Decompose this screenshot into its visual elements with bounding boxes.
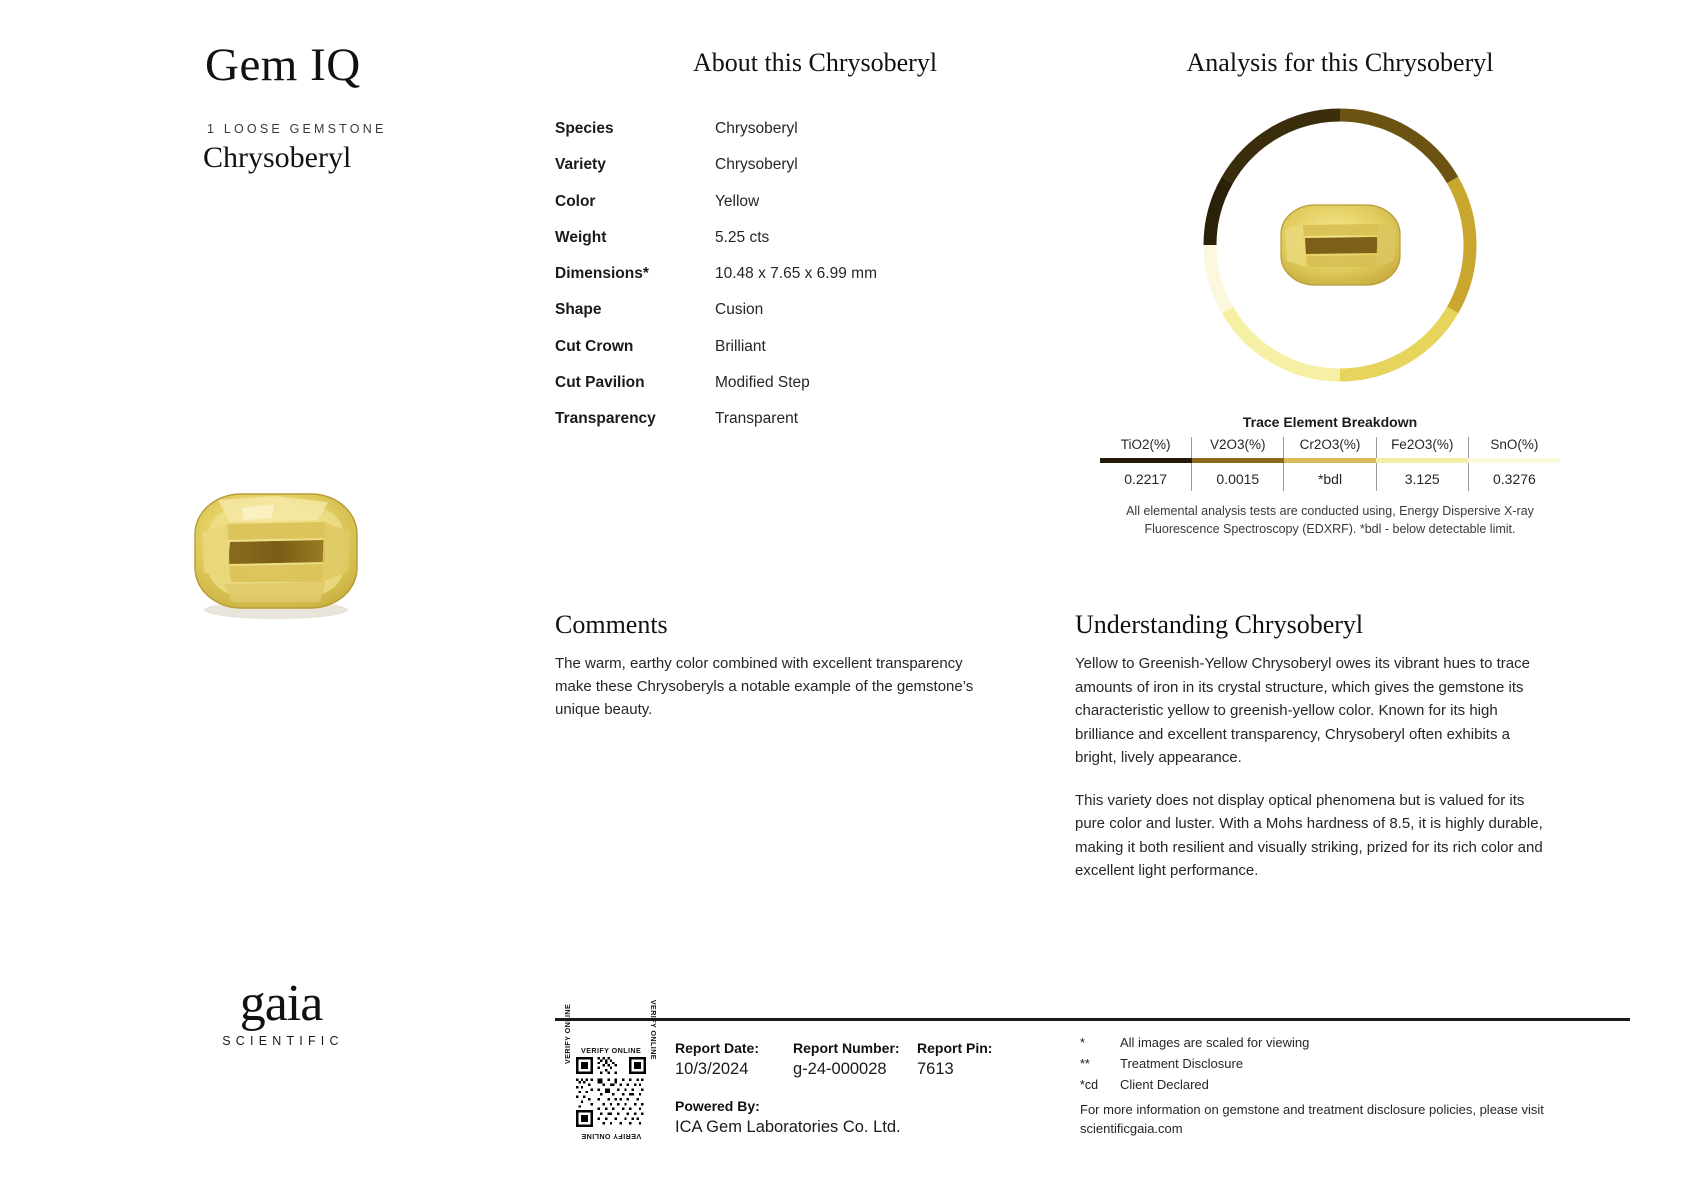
trace-column-header: TiO2(%)	[1100, 437, 1192, 458]
qr-label-left: VERIFY ONLINE	[563, 1003, 572, 1064]
analysis-heading: Analysis for this Chrysoberyl	[1186, 48, 1494, 77]
trace-value: 0.3276	[1493, 471, 1536, 487]
report-pin-block	[917, 1040, 992, 1079]
spec-value: Chrysoberyl	[715, 120, 798, 137]
report-number-block	[793, 1040, 900, 1079]
powered-by-block	[675, 1098, 901, 1137]
spec-value: Transparent	[715, 410, 798, 428]
trace-value: 3.125	[1377, 463, 1469, 491]
gaia-wordmark: gaia	[239, 975, 323, 1032]
trace-table-header	[1100, 437, 1560, 458]
spec-label: Shape	[555, 301, 602, 319]
spec-value: Modified Step	[715, 374, 810, 392]
report-number-label: Report Number:	[793, 1040, 900, 1056]
understanding-paragraph: This variety does not display optical phenomena but is valued for its pure color and luster. With a Mohs hardness of 8.5, it is highly durable, making it both resilient and visually striking, prized for its rich color and excellent light performance.	[1075, 791, 1543, 879]
table-row	[555, 120, 1075, 156]
trace-column-header: V2O3(%)	[1192, 437, 1284, 458]
trace-column-header: Cr2O3(%)	[1284, 437, 1376, 458]
gaia-subtitle: SCIENTIFIC	[222, 1034, 344, 1048]
left-column	[0, 0, 555, 1192]
table-row	[555, 374, 1075, 410]
trace-value: *bdl	[1284, 463, 1376, 491]
spec-value: Chrysoberyl	[715, 156, 798, 174]
powered-by-value: ICA Gem Laboratories Co. Ltd.	[675, 1118, 901, 1136]
qr-code-icon	[576, 1057, 646, 1127]
legend-text: Client Declared	[1120, 1077, 1209, 1092]
table-row	[555, 265, 1075, 301]
trace-value: 0.2217	[1100, 463, 1192, 491]
understanding-heading: Understanding Chrysoberyl	[1075, 610, 1364, 639]
gemstone-kicker: 1 LOOSE GEMSTONE	[207, 122, 387, 136]
list-item	[1080, 1056, 1600, 1071]
spec-value: Cusion	[715, 301, 764, 319]
understanding-body	[1075, 652, 1545, 902]
spec-label: Species	[555, 120, 614, 137]
understanding-paragraph: Yellow to Greenish-Yellow Chrysoberyl owes its vibrant hues to trace amounts of iron in its crystal structure, which gives the gemstone its characteristic yellow to greenish-yellow color. Known for its high brilliance and excellent transparency, Chrysoberyl often exhibits a bright, lively appearance.	[1075, 655, 1530, 766]
report-number-value: g-24-000028	[793, 1060, 887, 1078]
legend-note: For more information on gemstone and treatment disclosure policies, please visit scientificgaia.com	[1080, 1102, 1544, 1136]
spec-value: 5.25 cts	[715, 228, 770, 246]
spec-label: Dimensions*	[555, 265, 649, 283]
legend-mark: *	[1080, 1036, 1085, 1050]
about-heading: About this Chrysoberyl	[692, 48, 938, 77]
color-ring-chart	[1180, 95, 1500, 395]
qr-label-bottom: VERIFY ONLINE	[581, 1132, 642, 1141]
table-row	[555, 156, 1075, 192]
table-row	[555, 193, 1075, 229]
spec-label: Cut Pavilion	[555, 374, 645, 392]
comments-body: The warm, earthy color combined with excellent transparency make these Chrysoberyls a notable example of the gemstone’s unique beauty.	[555, 655, 974, 718]
legend-mark: **	[1080, 1057, 1090, 1071]
trace-table-title: Trace Element Breakdown	[1242, 414, 1418, 430]
trace-value: 0.0015	[1192, 463, 1284, 491]
ring-gemstone-thumbnail	[1273, 195, 1408, 295]
spec-label: Weight	[555, 228, 607, 246]
footer-legend	[1080, 1035, 1600, 1138]
specification-table	[555, 120, 1075, 447]
footer-divider	[555, 1018, 1630, 1021]
report-pin-label: Report Pin:	[917, 1040, 993, 1056]
spec-value: Yellow	[715, 192, 760, 210]
spec-label: Variety	[555, 156, 606, 174]
footer	[555, 999, 1635, 1180]
spec-label: Transparency	[555, 410, 656, 428]
report-pin-value: 7613	[917, 1060, 954, 1078]
gemstone-name: Chrysoberyl	[203, 141, 352, 174]
list-item	[1080, 1077, 1600, 1092]
legend-mark: *cd	[1080, 1078, 1099, 1092]
comments-heading: Comments	[555, 610, 668, 639]
trace-table-values	[1100, 463, 1560, 491]
page-title: Gem IQ	[205, 39, 361, 91]
spec-label: Cut Crown	[555, 337, 634, 355]
spec-value: 10.48 x 7.65 x 6.99 mm	[715, 265, 877, 283]
powered-by-label: Powered By:	[675, 1098, 760, 1114]
legend-text: Treatment Disclosure	[1120, 1056, 1244, 1071]
report-date-block	[675, 1040, 759, 1079]
qr-label-top: VERIFY ONLINE	[581, 1046, 642, 1055]
spec-label: Color	[555, 192, 596, 210]
table-row	[555, 229, 1075, 265]
trace-column-header: Fe2O3(%)	[1377, 437, 1469, 458]
gaia-logo	[196, 975, 366, 1048]
table-row	[555, 410, 1075, 446]
table-row	[555, 301, 1075, 337]
trace-column-header: SnO(%)	[1490, 437, 1539, 452]
list-item	[1080, 1035, 1600, 1050]
legend-text: All images are scaled for viewing	[1120, 1035, 1310, 1050]
middle-column	[555, 0, 1075, 1192]
verify-online-qr[interactable]	[563, 999, 658, 1141]
trace-element-table	[1100, 437, 1560, 491]
report-date-label: Report Date:	[675, 1040, 760, 1056]
table-row	[555, 338, 1075, 374]
right-column	[1075, 0, 1684, 1192]
trace-disclaimer: All elemental analysis tests are conducted using, Energy Dispersive X-ray Fluorescence Spectroscopy (EDXRF). *bdl - below detectable limit.	[1126, 504, 1534, 536]
report-date-value: 10/3/2024	[675, 1060, 749, 1078]
gemstone-photo	[178, 478, 373, 628]
qr-label-right: VERIFY ONLINE	[649, 999, 658, 1060]
spec-value: Brilliant	[715, 337, 766, 355]
